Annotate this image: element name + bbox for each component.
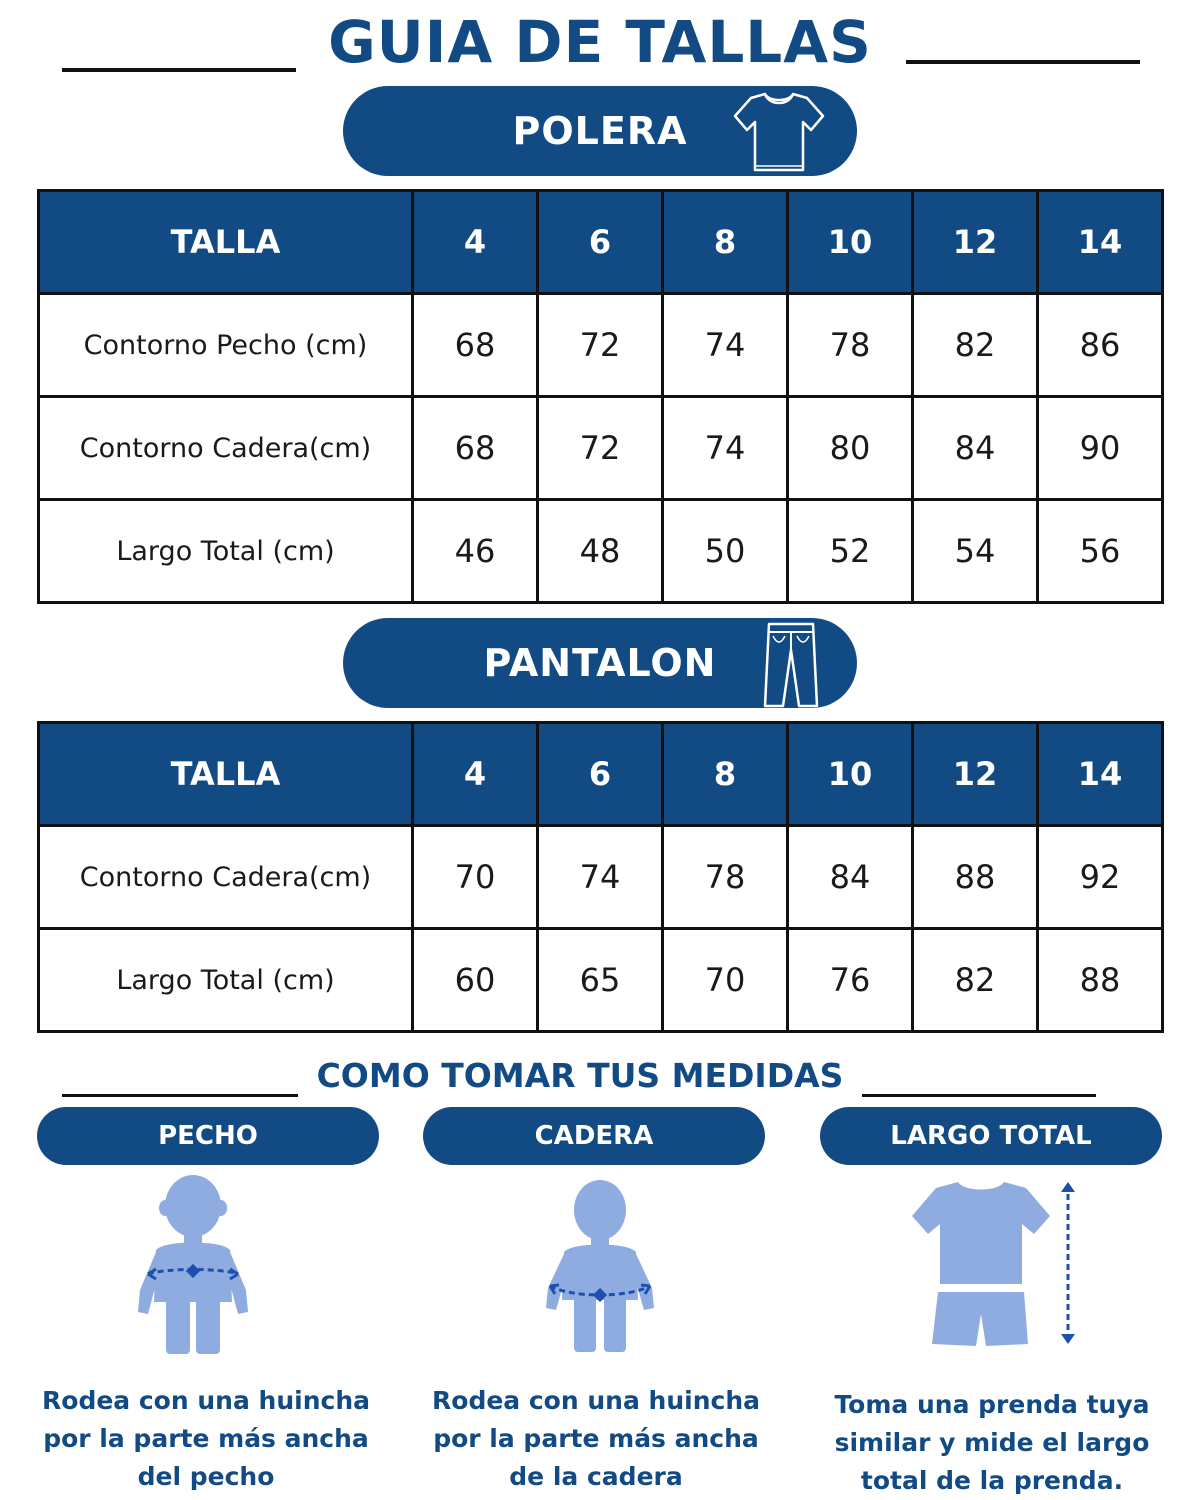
table-cell: 68 (413, 294, 538, 397)
howto-title-row (0, 1052, 1200, 1102)
caption-line: total de la prenda. (860, 1466, 1124, 1495)
pants-icon (761, 620, 821, 714)
header-cell: 8 (663, 723, 788, 826)
title-row (0, 0, 1200, 80)
table-cell: 84 (788, 826, 913, 929)
table-cell: 88 (1038, 929, 1163, 1032)
table-row (39, 294, 1163, 397)
header-cell: 14 (1038, 191, 1163, 294)
pantalon-label: PANTALON (483, 641, 717, 685)
howto-title: COMO TOMAR TUS MEDIDAS (316, 1056, 844, 1095)
row-label: Contorno Cadera(cm) (39, 826, 413, 929)
table-cell: 54 (913, 500, 1038, 603)
table-cell: 82 (913, 294, 1038, 397)
row-label: Contorno Pecho (cm) (39, 294, 413, 397)
table-cell: 46 (413, 500, 538, 603)
table-row (39, 929, 1163, 1032)
child-hip-measure-icon (536, 1176, 664, 1360)
table-cell: 65 (538, 929, 663, 1032)
table-cell: 74 (663, 397, 788, 500)
table-cell: 88 (913, 826, 1038, 929)
tshirt-icon (731, 90, 827, 178)
page-title: GUIA DE TALLAS (328, 8, 872, 76)
title-rule-right (906, 60, 1140, 64)
header-cell: 14 (1038, 723, 1163, 826)
table-cell: 84 (913, 397, 1038, 500)
table-cell: 70 (413, 826, 538, 929)
polera-section-header (343, 86, 857, 176)
caption-line: del pecho (137, 1462, 275, 1491)
caption-line: Rodea con una huincha (432, 1386, 760, 1415)
row-label: Largo Total (cm) (39, 500, 413, 603)
table-cell: 76 (788, 929, 913, 1032)
table-cell: 82 (913, 929, 1038, 1032)
table-cell: 48 (538, 500, 663, 603)
table-cell: 50 (663, 500, 788, 603)
caption-line: por la parte más ancha (433, 1424, 759, 1453)
howto-rule-right (862, 1094, 1096, 1097)
header-cell: 6 (538, 191, 663, 294)
header-cell: TALLA (39, 191, 413, 294)
table-cell: 90 (1038, 397, 1163, 500)
pantalon-size-table (37, 721, 1164, 1033)
table-row (39, 500, 1163, 603)
row-label: Largo Total (cm) (39, 929, 413, 1032)
header-cell: 8 (663, 191, 788, 294)
table-cell: 60 (413, 929, 538, 1032)
caption-line: Toma una prenda tuya (834, 1390, 1150, 1419)
table-cell: 74 (663, 294, 788, 397)
cadera-pill (423, 1107, 765, 1165)
header-cell: 10 (788, 191, 913, 294)
pecho-caption (16, 1382, 396, 1496)
caption-line: similar y mide el largo (834, 1428, 1150, 1457)
table-cell: 68 (413, 397, 538, 500)
pantalon-section-header (343, 618, 857, 708)
largo-total-caption (802, 1386, 1182, 1500)
header-cell: 10 (788, 723, 913, 826)
header-cell: 12 (913, 191, 1038, 294)
caption-line: Rodea con una huincha (42, 1386, 370, 1415)
caption-line: de la cadera (509, 1462, 683, 1491)
row-label: Contorno Cadera(cm) (39, 397, 413, 500)
header-cell: 4 (413, 191, 538, 294)
cadera-label: CADERA (534, 1121, 654, 1151)
table-cell: 74 (538, 826, 663, 929)
table-cell: 78 (663, 826, 788, 929)
header-cell: 4 (413, 723, 538, 826)
header-cell: 6 (538, 723, 663, 826)
table-cell: 78 (788, 294, 913, 397)
largo-total-pill (820, 1107, 1162, 1165)
table-cell: 72 (538, 294, 663, 397)
table-cell: 86 (1038, 294, 1163, 397)
table-header-row (39, 723, 1163, 826)
pecho-label: PECHO (158, 1121, 258, 1151)
caption-line: por la parte más ancha (43, 1424, 369, 1453)
pecho-pill (37, 1107, 379, 1165)
cadera-caption (406, 1382, 786, 1496)
table-cell: 72 (538, 397, 663, 500)
table-header-row (39, 191, 1163, 294)
table-cell: 80 (788, 397, 913, 500)
table-cell: 52 (788, 500, 913, 603)
garment-length-icon (908, 1176, 1098, 1354)
header-cell: TALLA (39, 723, 413, 826)
polera-label: POLERA (512, 109, 688, 153)
header-cell: 12 (913, 723, 1038, 826)
table-cell: 56 (1038, 500, 1163, 603)
table-cell: 70 (663, 929, 788, 1032)
polera-size-table (37, 189, 1164, 604)
table-row (39, 826, 1163, 929)
table-cell: 92 (1038, 826, 1163, 929)
largo-total-label: LARGO TOTAL (890, 1121, 1092, 1151)
child-chest-measure-icon (126, 1172, 260, 1360)
table-row (39, 397, 1163, 500)
